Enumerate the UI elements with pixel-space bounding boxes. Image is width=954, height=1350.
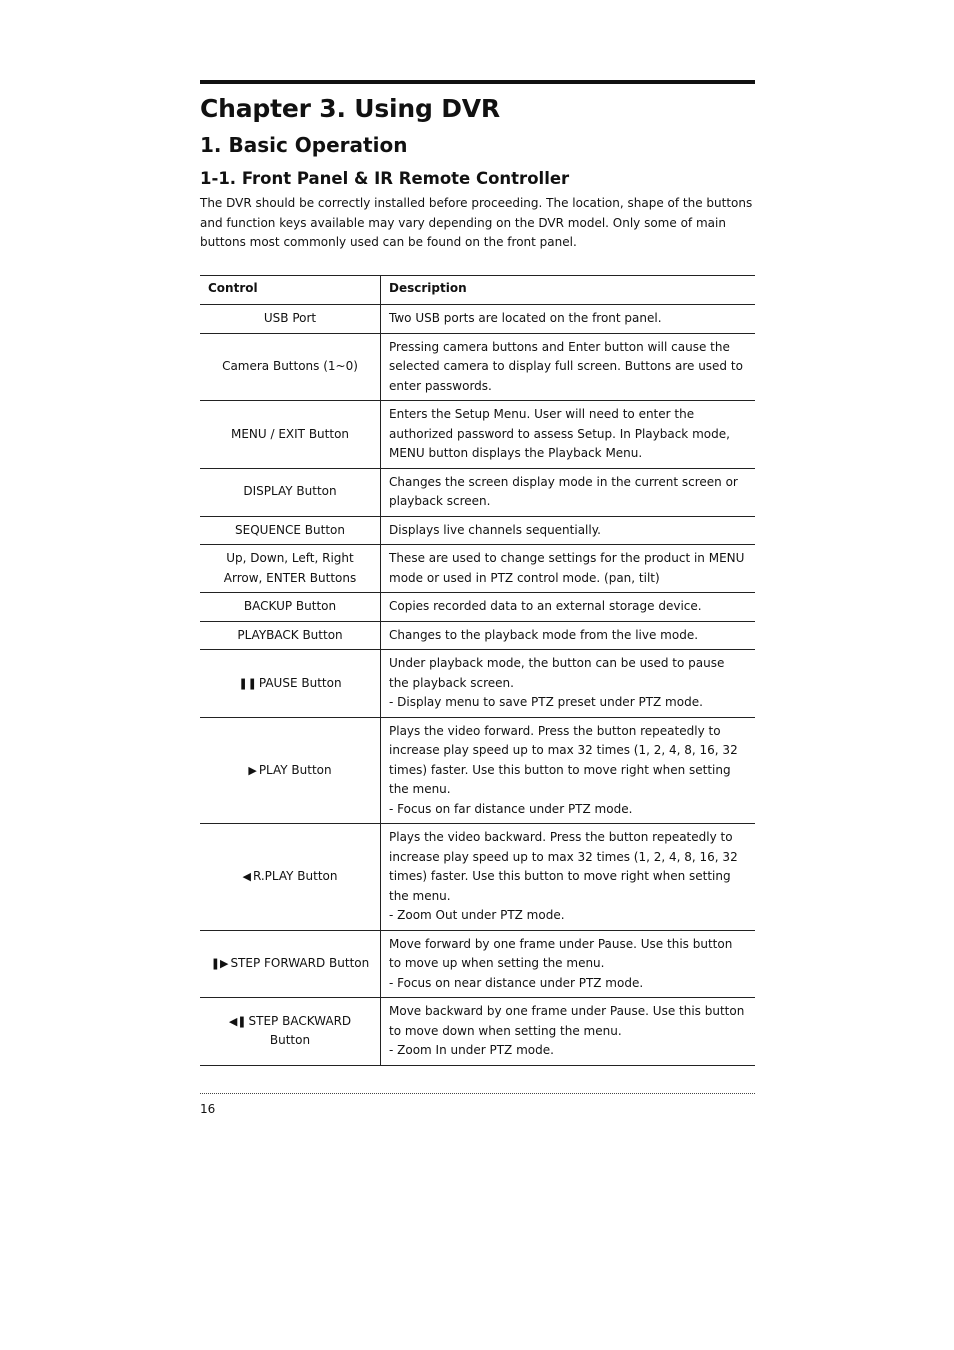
- control-label: Up, Down, Left, Right Arrow, ENTER Buttons: [223, 551, 357, 585]
- control-label: PLAYBACK Button: [237, 627, 343, 642]
- description-cell: [381, 998, 756, 1066]
- intro-paragraph: The DVR should be correctly installed before proceeding. The location, shape of the buttons and function keys available may vary depending on the DVR model. Only some of main buttons most commonly used can be found on the front panel.: [200, 196, 753, 249]
- table-row: [200, 305, 755, 334]
- button-symbol-icon: ❚❚: [238, 676, 257, 690]
- control-cell: [200, 930, 381, 998]
- control-label: Camera Buttons (1~0): [222, 359, 358, 373]
- description-line: - Focus on far distance under PTZ mode.: [389, 801, 633, 816]
- description-cell: [381, 621, 756, 650]
- description-line: Plays the video forward. Press the button repeatedly to increase play speed up to max 32 times (1, 2, 4, 8, 16, 32 times) faster. Use this button to move right when setting the menu.: [389, 723, 738, 796]
- description-line: - Focus on near distance under PTZ mode.: [389, 975, 644, 990]
- description-line: Two USB ports are located on the front panel.: [389, 311, 662, 325]
- control-cell: [200, 468, 381, 516]
- control-label: BACKUP Button: [243, 599, 337, 613]
- table-body: [200, 305, 755, 1066]
- subsection-title: 1-1. Front Panel & IR Remote Controller: [200, 169, 570, 188]
- description-line: - Display menu to save PTZ preset under PTZ mode.: [389, 695, 703, 709]
- table-row: [200, 468, 755, 516]
- table-row: [200, 930, 755, 998]
- table-row: [200, 333, 755, 401]
- table-row: [200, 593, 755, 622]
- control-label: STEP BACKWARD Button: [248, 1013, 352, 1048]
- description-line: Changes to the playback mode from the live mode.: [389, 627, 699, 642]
- control-cell: [200, 998, 381, 1066]
- table-row: [200, 401, 755, 469]
- control-cell: [200, 305, 381, 334]
- description-line: Copies recorded data to an external storage device.: [389, 599, 702, 613]
- button-symbol-icon: ◀: [242, 870, 251, 883]
- footer-rule: [200, 1093, 755, 1094]
- description-cell: [381, 305, 756, 334]
- table-header-row: [200, 275, 755, 305]
- description-line: - Zoom Out under PTZ mode.: [389, 908, 565, 922]
- table-row: [200, 516, 755, 545]
- description-cell: [381, 824, 756, 931]
- table-row: [200, 650, 755, 718]
- page-content: [200, 80, 755, 1066]
- description-line: Enters the Setup Menu. User will need to enter the authorized password to assess Setup. In Playback mode, MENU button displays the Playback Menu.: [389, 407, 730, 460]
- control-cell: [200, 621, 381, 650]
- control-cell: [200, 824, 381, 931]
- button-symbol-icon: ◀❚: [228, 1014, 247, 1028]
- control-label: MENU / EXIT Button: [230, 426, 350, 441]
- top-rule: [200, 80, 755, 84]
- table-row: [200, 621, 755, 650]
- description-cell: [381, 401, 756, 469]
- description-line: Under playback mode, the button can be used to pause the playback screen.: [389, 656, 725, 690]
- control-cell: [200, 516, 381, 545]
- description-cell: [381, 468, 756, 516]
- control-cell: [200, 717, 381, 824]
- table-row: [200, 545, 755, 593]
- control-label: DISPLAY Button: [243, 484, 337, 499]
- table-row: [200, 717, 755, 824]
- controls-table: [200, 275, 755, 1066]
- table-row: [200, 824, 755, 931]
- description-line: Displays live channels sequentially.: [389, 522, 601, 537]
- control-label: SEQUENCE Button: [235, 522, 345, 537]
- header-control: Control: [200, 275, 381, 305]
- table-row: [200, 998, 755, 1066]
- description-line: Move backward by one frame under Pause. Use this button to move down when setting the menu.: [389, 1004, 745, 1038]
- description-line: Plays the video backward. Press the button repeatedly to increase play speed up to max 32 times (1, 2, 4, 8, 16, 32 times) faster. Use this button to move right when setting the menu.: [389, 830, 738, 903]
- header-description: Description: [381, 275, 756, 305]
- section-title: 1. Basic Operation: [200, 133, 408, 157]
- description-line: Pressing camera buttons and Enter button will cause the selected camera to display full screen. Buttons are used to enter passwords.: [389, 339, 743, 393]
- description-line: - Zoom In under PTZ mode.: [389, 1043, 554, 1057]
- control-cell: [200, 545, 381, 593]
- control-label: STEP FORWARD Button: [230, 956, 370, 970]
- button-symbol-icon: ❚▶: [210, 957, 229, 970]
- chapter-title: Chapter 3. Using DVR: [200, 94, 500, 123]
- description-cell: [381, 930, 756, 998]
- description-cell: [381, 717, 756, 824]
- control-label: USB Port: [263, 311, 317, 325]
- description-cell: [381, 650, 756, 718]
- description-cell: [381, 593, 756, 622]
- description-line: These are used to change settings for the product in MENU mode or used in PTZ control mode. (pan, tilt): [389, 551, 745, 585]
- control-cell: [200, 401, 381, 469]
- page-number: 16: [200, 1102, 216, 1116]
- button-symbol-icon: ▶: [248, 763, 257, 777]
- control-cell: [200, 333, 381, 401]
- description-cell: [381, 516, 756, 545]
- control-label: R.PLAY Button: [252, 869, 338, 883]
- description-line: Move forward by one frame under Pause. Use this button to move up when setting the menu.: [389, 936, 733, 970]
- control-cell: [200, 650, 381, 718]
- control-cell: [200, 593, 381, 622]
- control-label: PLAY Button: [258, 762, 332, 777]
- control-label: PAUSE Button: [258, 675, 342, 690]
- description-cell: [381, 333, 756, 401]
- description-line: Changes the screen display mode in the current screen or playback screen.: [389, 474, 738, 508]
- description-cell: [381, 545, 756, 593]
